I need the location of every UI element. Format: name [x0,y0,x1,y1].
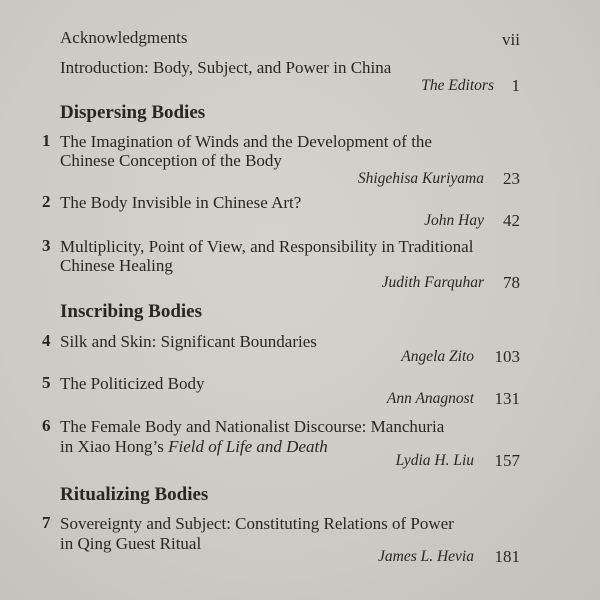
chapter-title-line: Multiplicity, Point of View, and Responsibility in Traditional [60,237,474,256]
toc-acknowledgments: Acknowledgments [60,28,188,47]
chapter-number: 5 [42,373,51,392]
chapter-number: 7 [42,513,51,532]
chapter-title-line: The Politicized Body [60,374,205,393]
toc-introduction: Introduction: Body, Subject, and Power in China [60,58,392,77]
chapter-title-plain: in Xiao Hong’s [60,437,169,456]
chapter-author: Angela Zito [401,348,474,365]
chapter-page: 181 [494,547,520,566]
chapter-title-line [60,436,328,458]
chapter-title-line: Chinese Conception of the Body [60,151,282,170]
chapter-title-line: The Body Invisible in Chinese Art? [60,193,302,212]
chapter-number: 2 [42,192,51,211]
chapter-page: 42 [503,211,520,230]
section-title-inscribing: Inscribing Bodies [60,301,203,322]
chapter-page: 131 [494,389,520,408]
section-title-dispersing: Dispersing Bodies [60,102,206,123]
chapter-author: John Hay [424,212,484,229]
section-title-ritualizing: Ritualizing Bodies [60,484,209,505]
chapter-page: 103 [494,347,520,366]
chapter-title-italic: Field of Life and Death [168,437,328,456]
chapter-number: 4 [42,331,51,350]
chapter-number: 1 [42,131,51,150]
chapter-author: Judith Farquhar [381,274,484,291]
chapter-page: 157 [494,451,520,470]
chapter-title-line: The Female Body and Nationalist Discourse: Manchuria [60,417,445,436]
chapter-title-line: Chinese Healing [60,256,173,275]
chapter-title-line: in Qing Guest Ritual [60,534,202,553]
chapter-number: 6 [42,416,51,435]
chapter-author: Lydia H. Liu [395,452,474,469]
chapter-author: Ann Anagnost [386,390,474,407]
chapter-page: 23 [503,169,520,188]
chapter-author: Shigehisa Kuriyama [357,170,484,187]
toc-acknowledgments-page: vii [502,30,520,49]
toc-introduction-author: The Editors [421,77,494,94]
chapter-number: 3 [42,236,51,255]
chapter-title-line: Silk and Skin: Significant Boundaries [60,332,317,351]
chapter-title-line: Sovereignty and Subject: Constituting Relations of Power [60,514,454,533]
chapter-title-line: The Imagination of Winds and the Development of the [60,132,432,151]
toc-introduction-page: 1 [511,76,520,95]
chapter-author: James L. Hevia [378,548,474,565]
chapter-page: 78 [503,273,520,292]
